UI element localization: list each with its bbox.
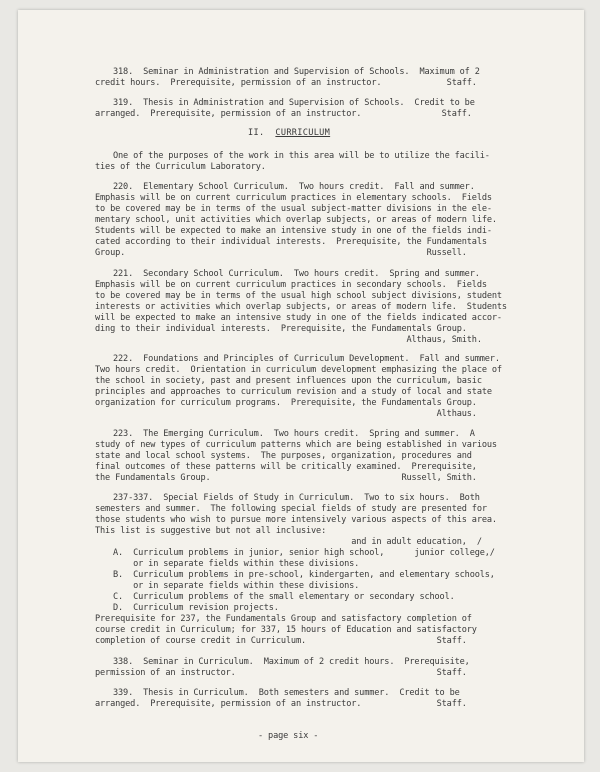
section-heading-number: II. [248,128,265,138]
course-222-line-1: 222. Foundations and Principles of Curriculum Development. Fall and summer. [113,354,500,364]
course-223-line-4: final outcomes of these patterns will be critically examined. Prerequisite, [95,462,477,472]
list-item-c: C. Curriculum problems of the small elementary or secondary school. [113,592,455,602]
course-221-line-1: 221. Secondary School Curriculum. Two hours credit. Spring and summer. [113,269,480,279]
document-page [18,10,584,762]
course-220-line-5: Students will be expected to make an intensive study in one of the fields indi- [95,226,492,236]
course-319-line-2: arranged. Prerequisite, permission of an instructor. Staff. [95,109,472,119]
course-338-line-2: permission of an instructor. Staff. [95,668,467,678]
course-237-337-prereq-line-2: course credit in Curriculum; for 337, 15 hours of Education and satisfactory [95,625,477,635]
course-220-line-4: mentary school, unit activities which overlap subjects, or areas of modern life. [95,215,497,225]
handwritten-insertion-line: and in adult education, / [95,537,482,547]
course-222-line-4: principles and approaches to curriculum revision and a study of local and state [95,387,492,397]
course-223-line-3: state and local school systems. The purposes, organization, procedures and [95,451,472,461]
list-item-a-line-1: A. Curriculum problems in junior, senior high school, junior college,/ [113,548,495,558]
section-heading-title: CURRICULUM [275,128,331,138]
course-318-line-2: credit hours. Prerequisite, permission of an instructor. Staff. [95,78,477,88]
course-221-line-3: to be covered may be in terms of the usual high school subject divisions, student [95,291,502,301]
course-220-line-3: to be covered may be in terms of the usual subject-matter divisions in the ele- [95,204,492,214]
list-item-b-line-1: B. Curriculum problems in pre-school, kindergarten, and elementary schools, [113,570,495,580]
section-heading [248,128,330,139]
course-237-337-prereq-line-1: Prerequisite for 237, the Fundamentals Group and satisfactory completion of [95,614,472,624]
course-222-line-5: organization for curriculum programs. Prerequisite, the Fundamentals Group. [95,398,477,408]
course-237-337-line-2: semesters and summer. The following special fields of study are presented for [95,504,487,514]
course-220-line-6: cated according to their individual interests. Prerequisite, the Fundamentals [95,237,487,247]
course-221-line-4: interests or activities which overlap subjects, or areas of modern life. Students [95,302,507,312]
course-220-line-7: Group. Russell. [95,248,467,258]
course-339-line-2: arranged. Prerequisite, permission of an instructor. Staff. [95,699,467,709]
course-319-line-1: 319. Thesis in Administration and Supervision of Schools. Credit to be [113,98,475,108]
course-223-line-1: 223. The Emerging Curriculum. Two hours credit. Spring and summer. A [113,429,475,439]
course-222-line-2: Two hours credit. Orientation in curriculum development emphasizing the place of [95,365,502,375]
list-item-d: D. Curriculum revision projects. [113,603,279,613]
course-237-337-line-3: those students who wish to pursue more intensively various aspects of this area. [95,515,497,525]
list-item-b-line-2: or in separate fields within these divisions. [113,581,360,591]
course-339-line-1: 339. Thesis in Curriculum. Both semesters and summer. Credit to be [113,688,460,698]
course-338-line-1: 338. Seminar in Curriculum. Maximum of 2 credit hours. Prerequisite, [113,657,470,667]
course-220-line-2: Emphasis will be on current curriculum practices in elementary schools. Fields [95,193,492,203]
course-237-337-line-1: 237-337. Special Fields of Study in Curriculum. Two to six hours. Both [113,493,480,503]
course-221-line-7: Althaus, Smith. [95,335,482,345]
course-221-line-5: will be expected to make an intensive study in one of the fields indicated accor- [95,313,502,323]
intro-line-2: ties of the Curriculum Laboratory. [95,162,266,172]
course-318-line-1: 318. Seminar in Administration and Supervision of Schools. Maximum of 2 [113,67,480,77]
course-237-337-prereq-line-3: completion of course credit in Curriculum. Staff. [95,636,467,646]
course-222-line-3: the school in society, past and present influences upon the curriculum, basic [95,376,482,386]
course-221-line-2: Emphasis will be on current curriculum practices in secondary schools. Fields [95,280,487,290]
course-221-line-6: ding to their individual interests. Prerequisite, the Fundamentals Group. [95,324,467,334]
course-237-337-line-4: This list is suggestive but not all inclusive: [95,526,327,536]
course-220-line-1: 220. Elementary School Curriculum. Two hours credit. Fall and summer. [113,182,475,192]
course-222-line-6: Althaus. [95,409,477,419]
intro-line-1: One of the purposes of the work in this area will be to utilize the facili- [113,151,490,161]
list-item-a-line-2: or in separate fields within these divisions. [113,559,360,569]
course-223-line-2: study of new types of curriculum patterns which are being established in various [95,440,497,450]
page-footer: - page six - [258,731,319,741]
course-223-line-5: the Fundamentals Group. Russell, Smith. [95,473,477,483]
